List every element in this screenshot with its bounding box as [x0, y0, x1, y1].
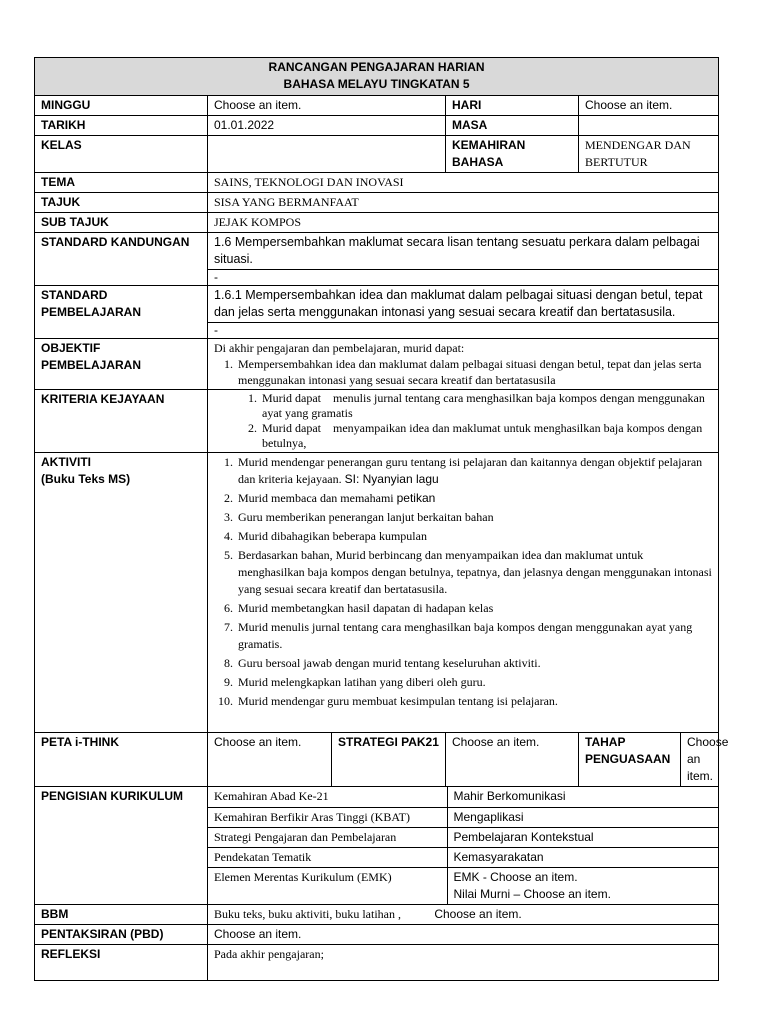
kurikulum-right: Kemasyarakatan	[447, 847, 718, 867]
header-subtitle: BAHASA MELAYU TINGKATAN 5	[283, 77, 470, 91]
kelas-label: KELAS	[35, 136, 208, 173]
list-item: 7. Murid menulis jurnal tentang cara menghasilkan baja kompos dengan menggunakan ayat yang gramatis.	[236, 619, 712, 653]
list-item: 8. Guru bersoal jawab dengan murid tentang keseluruhan aktiviti.	[236, 655, 712, 672]
list-item: 1. Murid dapat menulis jurnal tentang cara menghasilkan baja kompos dengan menggunakan ayat yang gramatis	[260, 391, 712, 421]
refleksi-label: REFLEKSI	[35, 944, 208, 980]
emk-dropdown[interactable]: EMK - Choose an item.	[453, 869, 578, 884]
objektif-label: OBJEKTIF PEMBELAJARAN	[35, 339, 208, 390]
sp-value: 1.6.1 Mempersembahkan idea dan maklumat dalam pelbagai situasi dengan betul, tepat dan jelas serta menggunakan intonasi yang sesuai secara kreatif dan bertatasusila.	[214, 288, 703, 319]
subtajuk-value: JEJAK KOMPOS	[208, 213, 719, 233]
aktiviti-sublabel: (Buku Teks MS)	[41, 472, 131, 486]
peta-label: PETA i-THINK	[35, 733, 208, 787]
list-item: 2. Murid dapat menyampaikan idea dan maklumat untuk menghasilkan baja kompos dengan betulnya,	[260, 421, 712, 451]
kurikulum-left: Kemahiran Berfikir Aras Tinggi (KBAT)	[208, 807, 447, 827]
bbm-cell	[208, 904, 719, 924]
list-item: 6. Murid membetangkan hasil dapatan di hadapan kelas	[236, 600, 712, 617]
list-item: 1. Mempersembahkan idea dan maklumat dalam pelbagai situasi dengan betul, tepat dan jelas serta menggunakan intonasi yang sesuai secara kreatif dan bertatasusila	[236, 356, 712, 388]
kurikulum-left: Kemahiran Abad Ke-21	[208, 787, 447, 807]
objektif-cell	[208, 339, 719, 390]
bbm-dropdown[interactable]: Choose an item.	[434, 906, 522, 921]
kurikulum-right: Mengaplikasi	[447, 807, 718, 827]
tarikh-label: TARIKH	[35, 116, 208, 136]
tajuk-label: TAJUK	[35, 193, 208, 213]
sk-value: 1.6 Mempersembahkan maklumat secara lisan tentang sesuatu perkara dalam pelbagai situasi.	[214, 235, 700, 266]
aktiviti-item-text: Murid mendengar penerangan guru tentang isi pelajaran dan kaitannya dengan objektif pelajaran dan kriteria kejayaan.	[238, 455, 703, 486]
tahap-label: TAHAP PENGUASAAN	[579, 733, 681, 787]
sp-label: STANDARD PEMBELAJARAN	[35, 286, 208, 339]
sk-label: STANDARD KANDUNGAN	[35, 233, 208, 286]
aktiviti-cell	[208, 453, 719, 733]
emk-right	[447, 867, 718, 904]
tajuk-value: SISA YANG BERMANFAAT	[208, 193, 719, 213]
pentaksiran-dropdown[interactable]: Choose an item.	[208, 924, 719, 944]
header-title: RANCANGAN PENGAJARAN HARIAN	[268, 60, 485, 74]
masa-label: MASA	[446, 116, 579, 136]
hari-label: HARI	[446, 96, 579, 116]
kriteria-cell	[208, 390, 719, 453]
list-item	[236, 490, 712, 507]
sk-cell	[208, 233, 719, 286]
minggu-dropdown[interactable]: Choose an item.	[208, 96, 446, 116]
subtajuk-label: SUB TAJUK	[35, 213, 208, 233]
sp-cell	[208, 286, 719, 339]
kriteria-list	[214, 391, 712, 451]
kurikulum-cell	[208, 787, 719, 905]
kurikulum-table	[208, 787, 718, 904]
tema-label: TEMA	[35, 173, 208, 193]
kriteria-label: KRITERIA KEJAYAAN	[35, 390, 208, 453]
masa-value[interactable]	[579, 116, 719, 136]
aktiviti-item-text: Murid membaca dan memahami	[238, 491, 394, 505]
nilai-murni-dropdown[interactable]: Nilai Murni – Choose an item.	[453, 886, 611, 901]
rph-table	[34, 57, 729, 981]
tarikh-value[interactable]: 01.01.2022	[208, 116, 446, 136]
kemahiran-label: KEMAHIRAN BAHASA	[446, 136, 579, 173]
peta-dropdown[interactable]: Choose an item.	[208, 733, 332, 787]
bbm-value: Buku teks, buku aktiviti, buku latihan ,	[214, 906, 401, 921]
kurikulum-label: PENGISIAN KURIKULUM	[35, 787, 208, 905]
aktiviti-label-cell	[35, 453, 208, 733]
aktiviti-item-extra: petikan	[396, 491, 436, 505]
pentaksiran-label: PENTAKSIRAN (PBD)	[35, 924, 208, 944]
objektif-list	[214, 356, 712, 388]
kurikulum-left: Strategi Pengajaran dan Pembelajaran	[208, 827, 447, 847]
list-item: 5. Berdasarkan bahan, Murid berbincang dan menyampaikan idea dan maklumat untuk menghasilkan baja kompos dengan betulnya, tepatnya, dan jelasnya dengan menggunakan intonasi yang sesuai secara kreatif dan bertatasusila.	[236, 547, 712, 598]
sp-dash: -	[208, 322, 718, 337]
tahap-dropdown[interactable]: Choose an item.	[681, 733, 719, 787]
emk-left: Elemen Merentas Kurikulum (EMK)	[208, 867, 447, 904]
aktiviti-label: AKTIVITI	[41, 455, 91, 469]
document-header	[35, 58, 719, 96]
kelas-value[interactable]	[208, 136, 446, 173]
kurikulum-right: Mahir Berkomunikasi	[447, 787, 718, 807]
hari-dropdown[interactable]: Choose an item.	[579, 96, 719, 116]
kurikulum-right: Pembelajaran Kontekstual	[447, 827, 718, 847]
tema-value: SAINS, TEKNOLOGI DAN INOVASI	[208, 173, 719, 193]
list-item: 9. Murid melengkapkan latihan yang diberi oleh guru.	[236, 674, 712, 691]
kurikulum-left: Pendekatan Tematik	[208, 847, 447, 867]
strategi-dropdown[interactable]: Choose an item.	[446, 733, 579, 787]
sk-dash: -	[208, 269, 718, 284]
list-item: 10. Murid mendengar guru membuat kesimpulan tentang isi pelajaran.	[236, 693, 712, 710]
objektif-intro: Di akhir pengajaran dan pembelajaran, murid dapat:	[214, 341, 465, 355]
aktiviti-list	[214, 454, 712, 710]
list-item: 3. Guru memberikan penerangan lanjut berkaitan bahan	[236, 509, 712, 526]
list-item: 4. Murid dibahagikan beberapa kumpulan	[236, 528, 712, 545]
kemahiran-value: MENDENGAR DAN BERTUTUR	[579, 136, 719, 173]
aktiviti-item-extra: SI: Nyanyian lagu	[344, 472, 439, 486]
strategi-label: STRATEGI PAK21	[332, 733, 446, 787]
bbm-label: BBM	[35, 904, 208, 924]
refleksi-value[interactable]: Pada akhir pengajaran;	[208, 944, 719, 980]
list-item	[236, 454, 712, 488]
minggu-label: MINGGU	[35, 96, 208, 116]
